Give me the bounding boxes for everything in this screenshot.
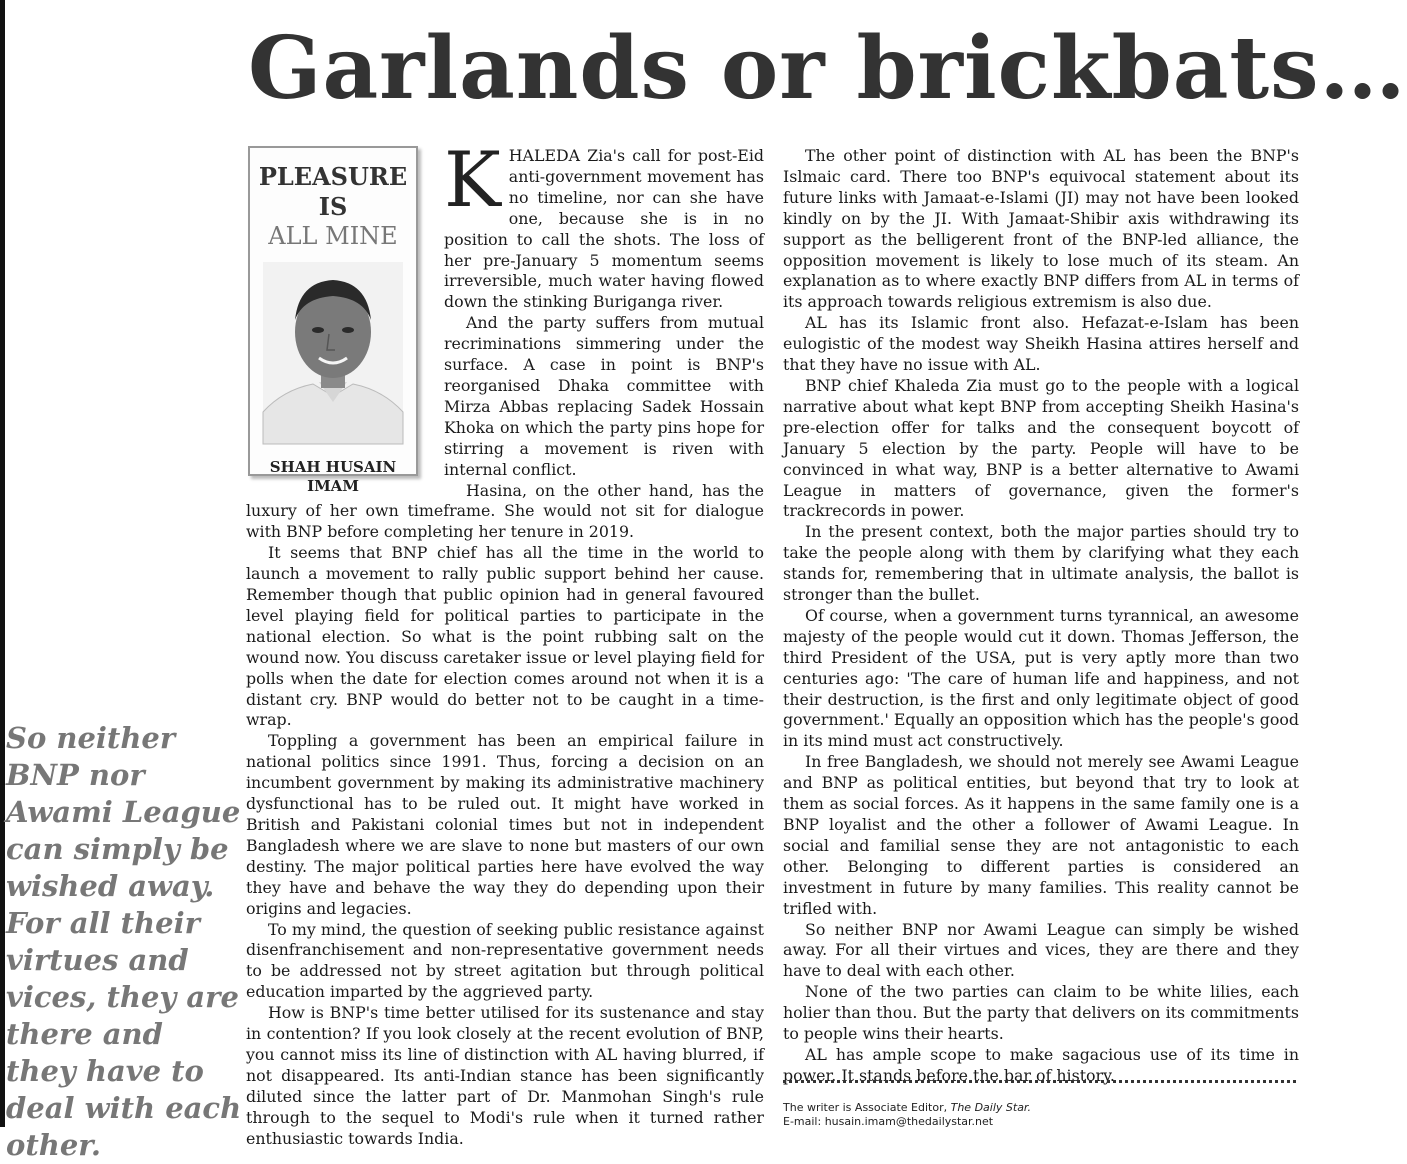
pull-quote: So neither BNP nor Awami League can simply be wished away. For all their virtues and vices, they are there and they have to deal with each other. <box>6 721 242 1162</box>
writer-email[interactable]: E-mail: husain.imam@thedailystar.net <box>783 1115 994 1128</box>
author-name-line-1: SHAH HUSAIN <box>269 458 397 476</box>
paragraph: Of course, when a government turns tyrannical, an awesome majesty of the people would cut it down. Thomas Jefferson, the third President of the USA, put is very aptly more than two centuries ago: 'The care of human life and happiness, and not their destruction, is the first and only legitimate object of good government.' Equally an opposition which has the people's good in its mind must act constructively. <box>783 605 1299 751</box>
drop-cap: K <box>444 135 501 224</box>
paragraph: Hasina, on the other hand, has the luxury of her own timeframe. She would not sit for dialogue with BNP before completing her tenure in 2019. <box>246 480 764 542</box>
paragraph: AL has ample scope to make sagacious use of its time in power. It stands before the bar of history. <box>783 1044 1299 1085</box>
paragraph: None of the two parties can claim to be white lilies, each holier than thou. But the party that delivers on its commitments to people wins their hearts. <box>783 982 1299 1044</box>
paragraph: KHALEDA Zia's call for post-Eid anti-government movement has no timeline, nor can she have one, because she is in no position to call the shots. The loss of her pre-January 5 momentum seems irreversible, much water having flowed down the stinking Buriganga river. <box>444 135 764 312</box>
author-name-line-2: IMAM <box>307 477 359 495</box>
dotted-divider <box>783 1080 1296 1083</box>
paragraph: BNP chief Khaleda Zia must go to the people with a logical narrative about what kept BNP from accepting Sheikh Hasina's pre-election offer for talks and the consequent boycott of January 5 election by the party. People will have to be convinced in what way, BNP is a better alternative to Awami League in matters of governance, given the former's trackrecords in power. <box>783 375 1299 521</box>
column-subtitle: ALL MINE <box>268 222 398 250</box>
paragraph: And the party suffers from mutual recriminations simmering under the surface. A case in point is BNP's reorganised Dhaka committee with Mirza Abbas replacing Sadek Hossain Khoka on which the party pins hope for stirring a movement is riven with internal conflict. <box>444 313 764 479</box>
article-column-1 <box>246 135 764 1148</box>
paragraph: In the present context, both the major parties should try to take the people along with them by clarifying what they each stands for, remembering that in ultimate analysis, the ballot is stronger than the bullet. <box>783 522 1299 605</box>
paragraph: In free Bangladesh, we should not merely see Awami League and BNP as political entities, but beyond that try to look at them as social forces. As it happens in the same family one is a BNP loyalist and the other a follower of Awami League. In social and familial sense they are not antagonistic to each other. Belonging to different parties is considered an investment in future by many families. This reality cannot be trifled with. <box>783 752 1299 918</box>
left-edge-bar <box>0 0 5 1127</box>
article-column-2 <box>783 146 1299 1085</box>
column-title: PLEASURE IS <box>258 162 408 221</box>
headline: Garlands or brickbats… <box>248 18 1407 119</box>
paragraph: How is BNP's time better utilised for its sustenance and stay in contention? If you look closely at the recent evolution of BNP, you cannot miss its line of distinction with AL having blurred, if not disappeared. Its anti-Indian stance has been significantly diluted since the latter part of Dr. Manmohan Singh's rule through to the sequel to Modi's rule when it turned rather enthusiastic towards India. <box>246 1003 764 1148</box>
paragraph: So neither BNP nor Awami League can simply be wished away. For all their virtues and vices, they are there and they have to deal with each other. <box>783 919 1299 981</box>
paragraph: Toppling a government has been an empirical failure in national politics since 1991. Thus, forcing a decision on an incumbent government by making its administrative machinery dysfunctional has to be ruled out. It might have worked in British and Pakistani colonial times but not in independent Bangladesh where we are slave to none but masters of our own destiny. The major political parties here have evolved the way they have and behave the way they do depending upon their origins and legacies. <box>246 731 764 918</box>
writer-credit: The writer is Associate Editor, The Daily Star. <box>783 1101 1031 1114</box>
paragraph: It seems that BNP chief has all the time in the world to launch a movement to rally public support behind her cause. Remember though that public opinion had in general favoured level playing field for political parties to participate in the national election. So what is the point rubbing salt on the wound now. You discuss caretaker issue or level playing field for polls when the date for election comes around not when it is a distant cry. BNP would do better not to be caught in a time-wrap. <box>246 543 764 730</box>
writer-footer <box>783 1101 1299 1129</box>
publication-name: The Daily Star. <box>950 1101 1031 1114</box>
paragraph: The other point of distinction with AL has been the BNP's Islmaic card. There too BNP's equivocal statement about its future links with Jamaat-e-Islami (JI) may not have been looked kindly on by the JI. With Jamaat-Shibir axis withdrawing its support as the belligerent front of the BNP-led alliance, the opposition movement is likely to lose much of its steam. An explanation as to where exactly BNP differs from AL in terms of its approach towards religious extremism is also due. <box>783 146 1299 312</box>
author-name <box>250 458 416 496</box>
author-photo <box>263 262 403 444</box>
paragraph: AL has its Islamic front also. Hefazat-e-Islam has been eulogistic of the modest way Sheikh Hasina attires herself and that they have no issue with AL. <box>783 313 1299 375</box>
paragraph: To my mind, the question of seeking public resistance against disenfranchisement and non-representative government needs to be addressed not by street agitation but through political education imparted by the aggrieved party. <box>246 919 764 1002</box>
columnist-box <box>248 146 418 495</box>
